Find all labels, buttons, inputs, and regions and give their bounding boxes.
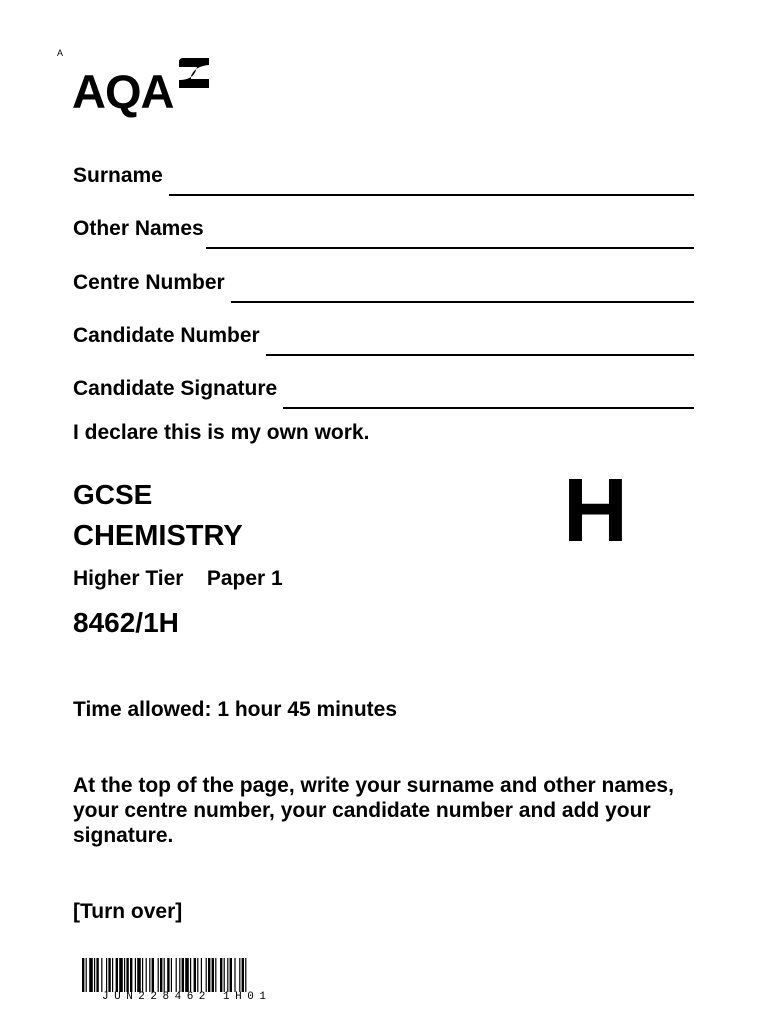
candidate-number-line[interactable] (266, 332, 694, 356)
corner-mark: A (57, 48, 64, 58)
aqa-logo-mark-icon (177, 56, 211, 90)
candidate-number-label: Candidate Number (73, 324, 260, 347)
other-names-field[interactable] (73, 217, 694, 241)
other-names-label: Other Names (73, 217, 204, 240)
other-names-line[interactable] (206, 225, 694, 249)
candidate-signature-field[interactable] (73, 377, 694, 401)
candidate-signature-line[interactable] (283, 385, 694, 409)
subject-title: CHEMISTRY (73, 520, 243, 552)
centre-number-label: Centre Number (73, 271, 225, 294)
logo-text: AQA (72, 65, 174, 118)
barcode-text: JUN228462 1H01 (102, 991, 272, 1003)
candidate-signature-label: Candidate Signature (73, 377, 278, 400)
centre-number-field[interactable] (73, 271, 694, 295)
surname-line[interactable] (169, 172, 694, 196)
declaration-text: I declare this is my own work. (73, 421, 370, 444)
aqa-logo (72, 54, 211, 118)
candidate-number-field[interactable] (73, 324, 694, 348)
turn-over-text: [Turn over] (73, 900, 183, 923)
barcode-icon (82, 958, 348, 992)
surname-label: Surname (73, 164, 163, 187)
centre-number-line[interactable] (231, 279, 694, 303)
surname-field[interactable] (73, 164, 694, 188)
qualification-title: GCSE (73, 479, 153, 510)
tier-letter: H (563, 461, 628, 561)
paper-code: 8462/1H (73, 607, 179, 638)
tier-paper-text: Higher Tier Paper 1 (73, 567, 283, 590)
time-allowed: Time allowed: 1 hour 45 minutes (73, 698, 398, 721)
instructions-text: At the top of the page, write your surname and other names, your centre number, your candidate number and add your signature. (73, 774, 674, 847)
